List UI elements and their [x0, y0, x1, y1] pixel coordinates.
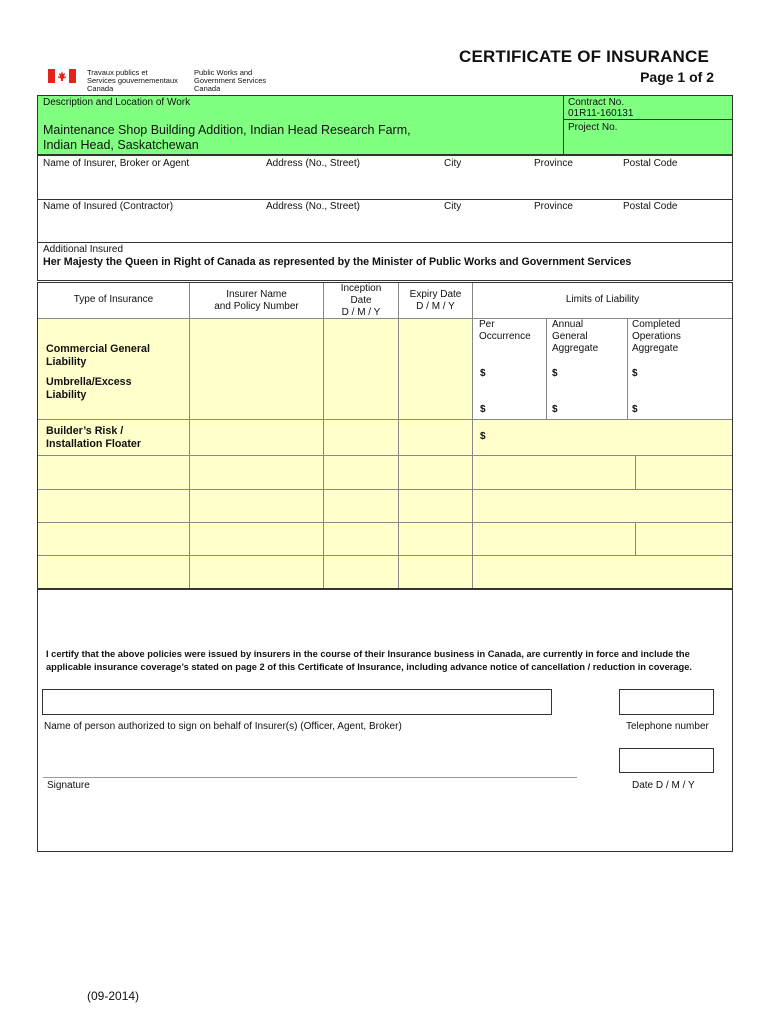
header-line: General: [552, 331, 588, 342]
insured-name-label: Name of Insured (Contractor): [43, 201, 174, 212]
label-line: Liability: [46, 356, 87, 368]
header-line: Expiry Date: [409, 289, 462, 300]
insurer-name-label: Name of Insurer, Broker or Agent: [43, 158, 190, 169]
label-line: Liability: [46, 389, 87, 401]
cgl-row-band: [38, 319, 472, 419]
department-name-fr: [87, 69, 178, 93]
dept-en-line: Public Works and: [194, 68, 253, 77]
col-limits-header: Limits of Liability: [565, 294, 640, 305]
dept-en-line: Canada: [194, 84, 221, 93]
signature-label: Signature: [47, 780, 90, 791]
label-line: Commercial General: [46, 343, 150, 355]
sub-per-occurrence: [479, 319, 531, 343]
divider: [37, 242, 733, 243]
cgl-label: [46, 343, 150, 369]
table-col-line: [546, 318, 547, 419]
table-col-line: [398, 283, 399, 588]
canada-flag-icon: [48, 69, 76, 83]
table-row-line: [38, 522, 732, 523]
header-line: Occurrence: [479, 331, 531, 342]
contract-number[interactable]: 01R11-160131: [568, 108, 634, 119]
col-expiry-header: [399, 289, 472, 313]
cgl-annual-dollar[interactable]: $: [552, 368, 558, 379]
col-type-header: Type of Insurance: [73, 294, 154, 305]
table-col-line: [323, 283, 324, 588]
date-label: Date D / M / Y: [632, 780, 695, 791]
header-line: Date: [350, 295, 372, 306]
department-name-en: [194, 69, 266, 93]
umbrella-per-occurrence-dollar[interactable]: $: [480, 404, 486, 415]
header-line: Aggregate: [632, 343, 679, 354]
table-col-line: [635, 522, 636, 555]
table-row-line: [38, 455, 732, 456]
divider: [37, 199, 733, 200]
additional-insured-label: Additional Insured: [43, 244, 124, 255]
certification-text: I certify that the above policies were issued by insurers in the course of their Insurance business in Canada, are currently in force and include the applicable insurance coverage’s stated on page 2 of this Certificate of Insurance, including advance notice of cancellation / reduction in coverage.: [46, 649, 692, 672]
date-input[interactable]: [619, 748, 714, 773]
header-line: Per: [479, 319, 495, 330]
authorized-name-input[interactable]: [42, 689, 552, 715]
umbrella-completed-dollar[interactable]: $: [632, 404, 638, 415]
cgl-per-occurrence-dollar[interactable]: $: [480, 368, 486, 379]
builders-risk-label: [46, 425, 141, 451]
sub-completed-operations: [632, 319, 681, 355]
header-line: Insurer Name: [226, 289, 287, 300]
work-description-line2[interactable]: Indian Head, Saskatchewan: [43, 138, 199, 152]
work-label: Description and Location of Work: [43, 97, 191, 108]
table-col-line: [635, 455, 636, 489]
header-line: D / M / Y: [341, 307, 381, 318]
dept-fr-line: Travaux publics et: [87, 68, 148, 77]
table-col-line: [472, 283, 473, 588]
insurer-address-label: Address (No., Street): [266, 158, 360, 169]
insurer-city-label: City: [444, 158, 462, 169]
authorized-name-label: Name of person authorized to sign on behalf of Insurer(s) (Officer, Agent, Broker): [44, 721, 402, 732]
table-row-line: [38, 419, 732, 420]
insured-fields[interactable]: [40, 214, 730, 240]
additional-insured-value: Her Majesty the Queen in Right of Canada as represented by the Minister of Public Works and Government Services: [43, 256, 632, 268]
document-title: CERTIFICATE OF INSURANCE: [459, 47, 710, 66]
yellow-rows-band: [38, 419, 732, 588]
contract-label: Contract No.: [568, 97, 625, 108]
label-line: Umbrella/Excess: [46, 376, 132, 388]
work-description-line1[interactable]: Maintenance Shop Building Addition, Indian Head Research Farm,: [43, 123, 411, 137]
table-col-line: [189, 283, 190, 588]
telephone-label: Telephone number: [626, 721, 709, 732]
signature-line[interactable]: [43, 777, 577, 778]
table-col-line: [627, 318, 628, 419]
project-number-field[interactable]: [568, 134, 728, 152]
header-line: and Policy Number: [214, 301, 299, 312]
header-line: Aggregate: [552, 343, 599, 354]
label-line: Builder’s Risk /: [46, 425, 124, 437]
col-inception-header: [324, 283, 398, 319]
umbrella-annual-dollar[interactable]: $: [552, 404, 558, 415]
dept-en-line: Government Services: [194, 76, 267, 85]
form-code: (09-2014): [87, 989, 140, 1003]
dept-fr-line: Services gouvernementaux: [87, 76, 178, 85]
header-line: Inception: [340, 283, 382, 294]
divider: [563, 119, 733, 120]
insured-province-label: Province: [534, 201, 573, 212]
telephone-input[interactable]: [619, 689, 714, 715]
project-label: Project No.: [568, 122, 618, 133]
sub-annual-aggregate: [552, 319, 598, 355]
insurer-postal-label: Postal Code: [623, 158, 678, 169]
page-number: Page 1 of 2: [640, 69, 714, 85]
col-insurer-header: [190, 289, 323, 313]
umbrella-label: [46, 376, 132, 402]
insured-city-label: City: [444, 201, 462, 212]
cgl-completed-dollar[interactable]: $: [632, 368, 638, 379]
builders-risk-dollar[interactable]: $: [480, 431, 486, 442]
header-line: Annual: [552, 319, 584, 330]
insurer-province-label: Province: [534, 158, 573, 169]
insured-postal-label: Postal Code: [623, 201, 678, 212]
header-line: Operations: [632, 331, 681, 342]
header-line: Completed: [632, 319, 681, 330]
header-line: D / M / Y: [416, 301, 455, 312]
divider: [563, 95, 564, 155]
label-line: Installation Floater: [46, 438, 142, 450]
insured-address-label: Address (No., Street): [266, 201, 360, 212]
table-row-line: [38, 489, 732, 490]
table-row-line: [38, 555, 732, 556]
insurer-fields[interactable]: [40, 171, 730, 197]
dept-fr-line: Canada: [87, 84, 114, 93]
